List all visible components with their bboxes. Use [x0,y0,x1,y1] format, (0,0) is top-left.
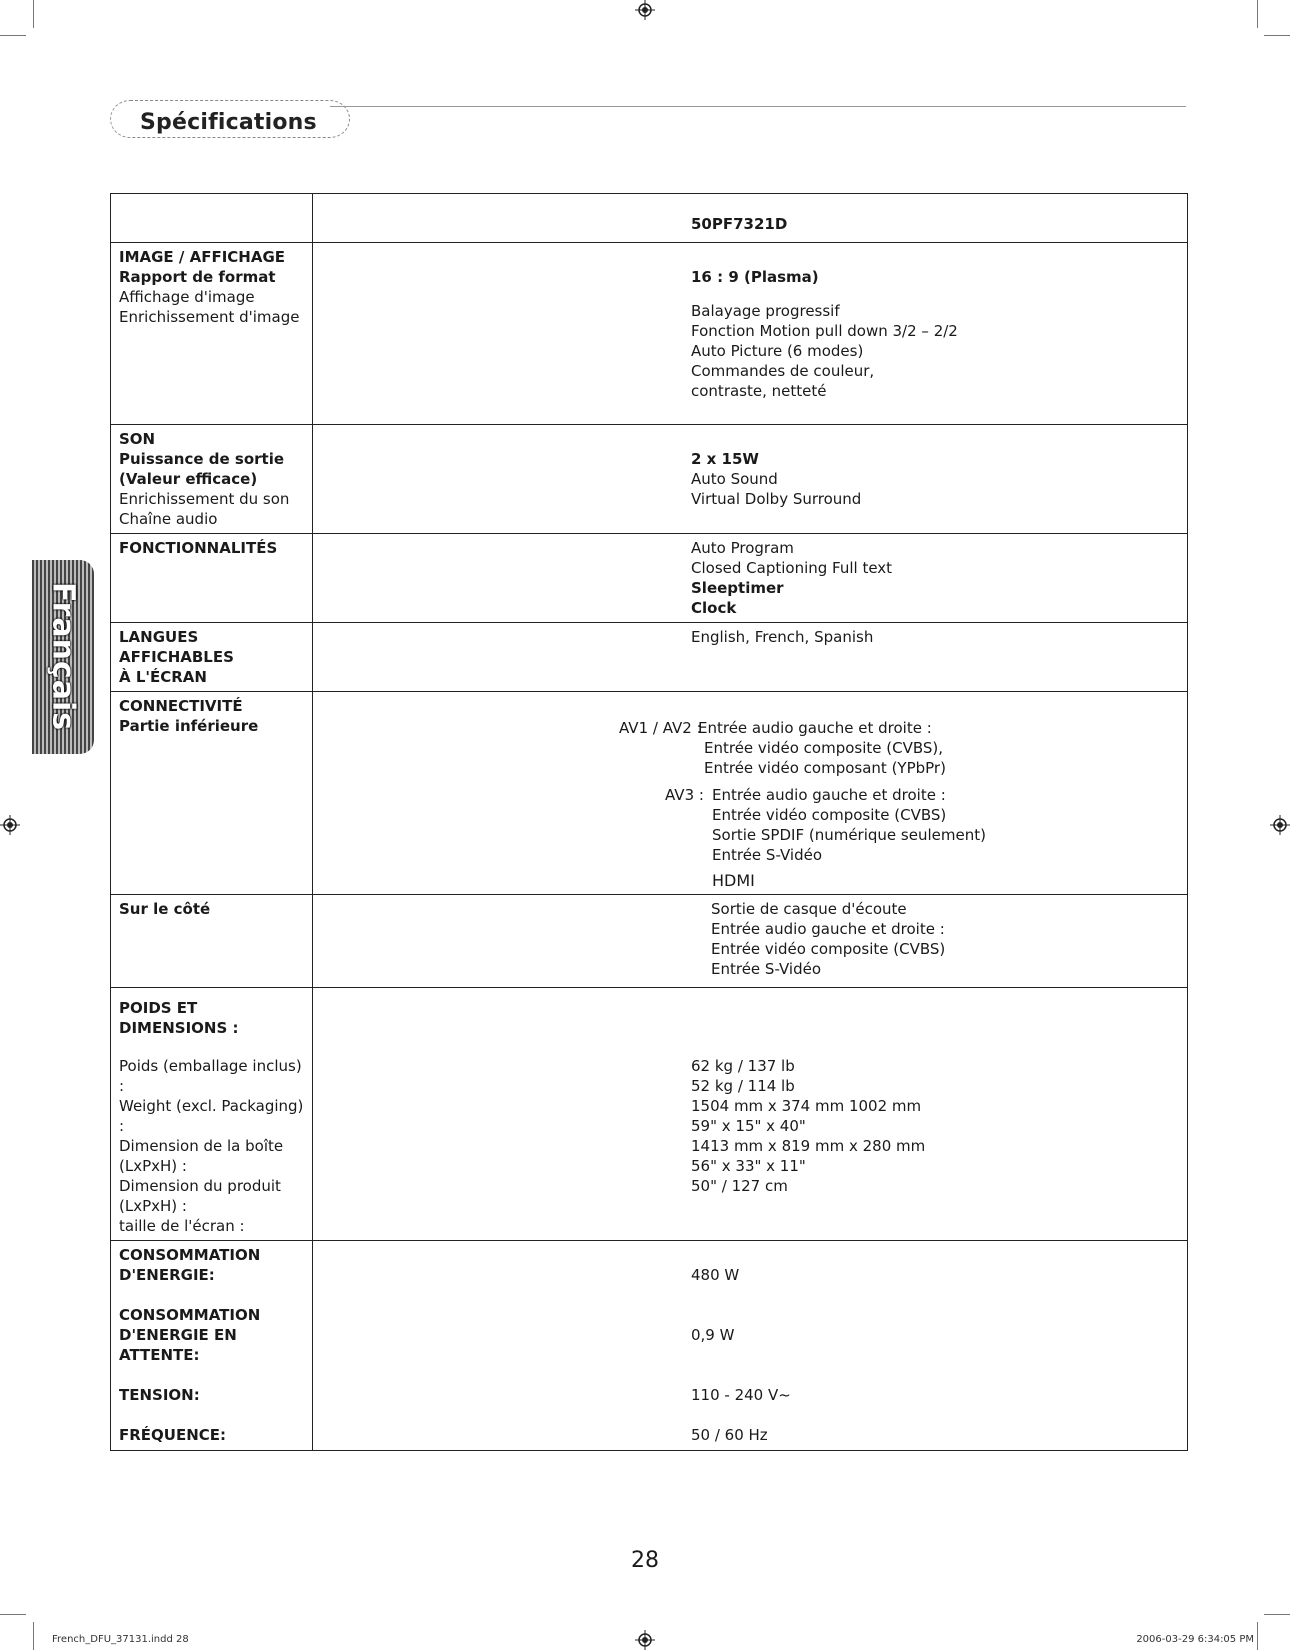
son-label: (Valeur efficace) [119,470,258,488]
fonctions-value: Sleeptimer [691,579,784,597]
hdmi-value: HDMI [712,871,755,890]
registration-mark-icon [635,0,655,20]
poids-value: 59" x 15" x 40" [691,1117,806,1135]
crop-mark [0,35,26,36]
veille-label: CONSOMMATION [119,1306,261,1324]
spec-table [110,193,1188,1451]
poids-heading: POIDS ET [119,999,198,1017]
poids-value: 52 kg / 114 lb [691,1077,795,1095]
page-number: 28 [631,1548,659,1573]
poids-label: Dimension de la boîte [119,1137,284,1155]
av12-value: Entrée vidéo composite (CVBS), [704,739,944,757]
son-value: Auto Sound [691,470,778,488]
poids-value: 62 kg / 137 lb [691,1057,795,1075]
cote-value: Entrée S-Vidéo [711,960,822,978]
connectivite-sub: Partie inférieure [119,717,259,735]
son-label: Enrichissement du son [119,490,290,508]
registration-mark-icon [635,1630,655,1650]
registration-mark-icon [1270,815,1290,835]
section-title-rule [330,106,1186,107]
poids-value: 1504 mm x 374 mm 1002 mm [691,1097,922,1115]
veille-label: ATTENTE: [119,1346,200,1364]
table-row-poids [111,988,1188,1241]
image-value: contraste, netteté [691,382,827,400]
crop-mark [0,1614,26,1615]
footer-datetime: 2006-03-29 6:34:05 PM [1136,1634,1254,1645]
poids-label: taille de l'écran : [119,1217,245,1235]
tension-label: TENSION: [119,1386,200,1404]
cote-value: Sortie de casque d'écoute [711,900,907,918]
table-row-header [111,194,1188,243]
image-value: Auto Picture (6 modes) [691,342,864,360]
av3-label: AV3 : [665,786,704,804]
language-tab [32,560,94,754]
image-value: Commandes de couleur, [691,362,875,380]
table-row-son [111,425,1188,534]
frequence-value: 50 / 60 Hz [691,1426,768,1444]
poids-label: Weight (excl. Packaging) : [119,1097,304,1135]
langues-value: English, French, Spanish [691,628,874,646]
poids-label: Poids (emballage inclus) : [119,1057,302,1095]
energie-label: CONSOMMATION [119,1246,261,1264]
table-row-langues [111,623,1188,692]
table-row-image [111,243,1188,425]
image-value: Balayage progressif [691,302,840,320]
son-value: Virtual Dolby Surround [691,490,862,508]
connectivite-heading: CONNECTIVITÉ [119,697,243,715]
langues-heading: LANGUES [119,628,199,646]
table-row-connectivite [111,692,1188,895]
son-heading: SON [119,430,156,448]
crop-mark [1257,1622,1258,1650]
av3-value: Sortie SPDIF (numérique seulement) [712,826,986,844]
son-label: Chaîne audio [119,510,218,528]
image-label: Rapport de format [119,268,276,286]
son-value: 2 x 15W [691,450,759,468]
table-row-fonctionnalites [111,534,1188,623]
page-title: Spécifications [140,110,317,135]
image-label: Affichage d'image [119,288,255,306]
cote-value: Entrée audio gauche et droite : [711,920,945,938]
model-number: 50PF7321D [691,215,788,233]
crop-mark [33,0,34,28]
poids-label: (LxPxH) : [119,1197,187,1215]
veille-label: D'ENERGIE EN [119,1326,237,1344]
crop-mark [1257,0,1258,28]
poids-value: 56" x 33" x 11" [691,1157,806,1175]
poids-label: Dimension du produit [119,1177,281,1195]
footer-file: French_DFU_37131.indd 28 [52,1634,189,1645]
image-value: 16 : 9 (Plasma) [691,268,819,286]
image-label: Enrichissement d'image [119,308,300,326]
energie-value: 480 W [691,1266,740,1284]
crop-mark [1264,35,1290,36]
table-row-cote [111,895,1188,988]
av3-value: Entrée audio gauche et droite : [712,786,946,804]
crop-mark [1264,1614,1290,1615]
image-value: Fonction Motion pull down 3/2 – 2/2 [691,322,958,340]
image-heading: IMAGE / AFFICHAGE [119,248,286,266]
poids-label: (LxPxH) : [119,1157,187,1175]
fonctions-value: Clock [691,599,737,617]
av3-value: Entrée S-Vidéo [712,846,823,864]
poids-heading: DIMENSIONS : [119,1019,239,1037]
energie-label: D'ENERGIE: [119,1266,215,1284]
fonctions-value: Auto Program [691,539,794,557]
frequence-label: FRÉQUENCE: [119,1426,227,1444]
poids-value: 50" / 127 cm [691,1177,788,1195]
poids-value: 1413 mm x 819 mm x 280 mm [691,1137,926,1155]
tension-value: 110 - 240 V~ [691,1386,791,1404]
fonctions-heading: FONCTIONNALITÉS [119,539,278,557]
cote-value: Entrée vidéo composite (CVBS) [711,940,946,958]
cote-heading: Sur le côté [119,900,211,918]
crop-mark [33,1622,34,1650]
son-label: Puissance de sortie [119,450,285,468]
av12-value: Entrée audio gauche et droite : [698,719,932,737]
av12-value: Entrée vidéo composant (YPbPr) [704,759,946,777]
av12-label: AV1 / AV2 : [619,719,702,737]
fonctions-value: Closed Captioning Full text [691,559,893,577]
veille-value: 0,9 W [691,1326,735,1344]
langues-heading: AFFICHABLES [119,648,234,666]
langues-heading: À L'ÉCRAN [119,668,207,686]
language-tab-label: Français [45,582,81,732]
av3-value: Entrée vidéo composite (CVBS) [712,806,947,824]
registration-mark-icon [0,815,20,835]
table-row-energie [111,1241,1188,1451]
